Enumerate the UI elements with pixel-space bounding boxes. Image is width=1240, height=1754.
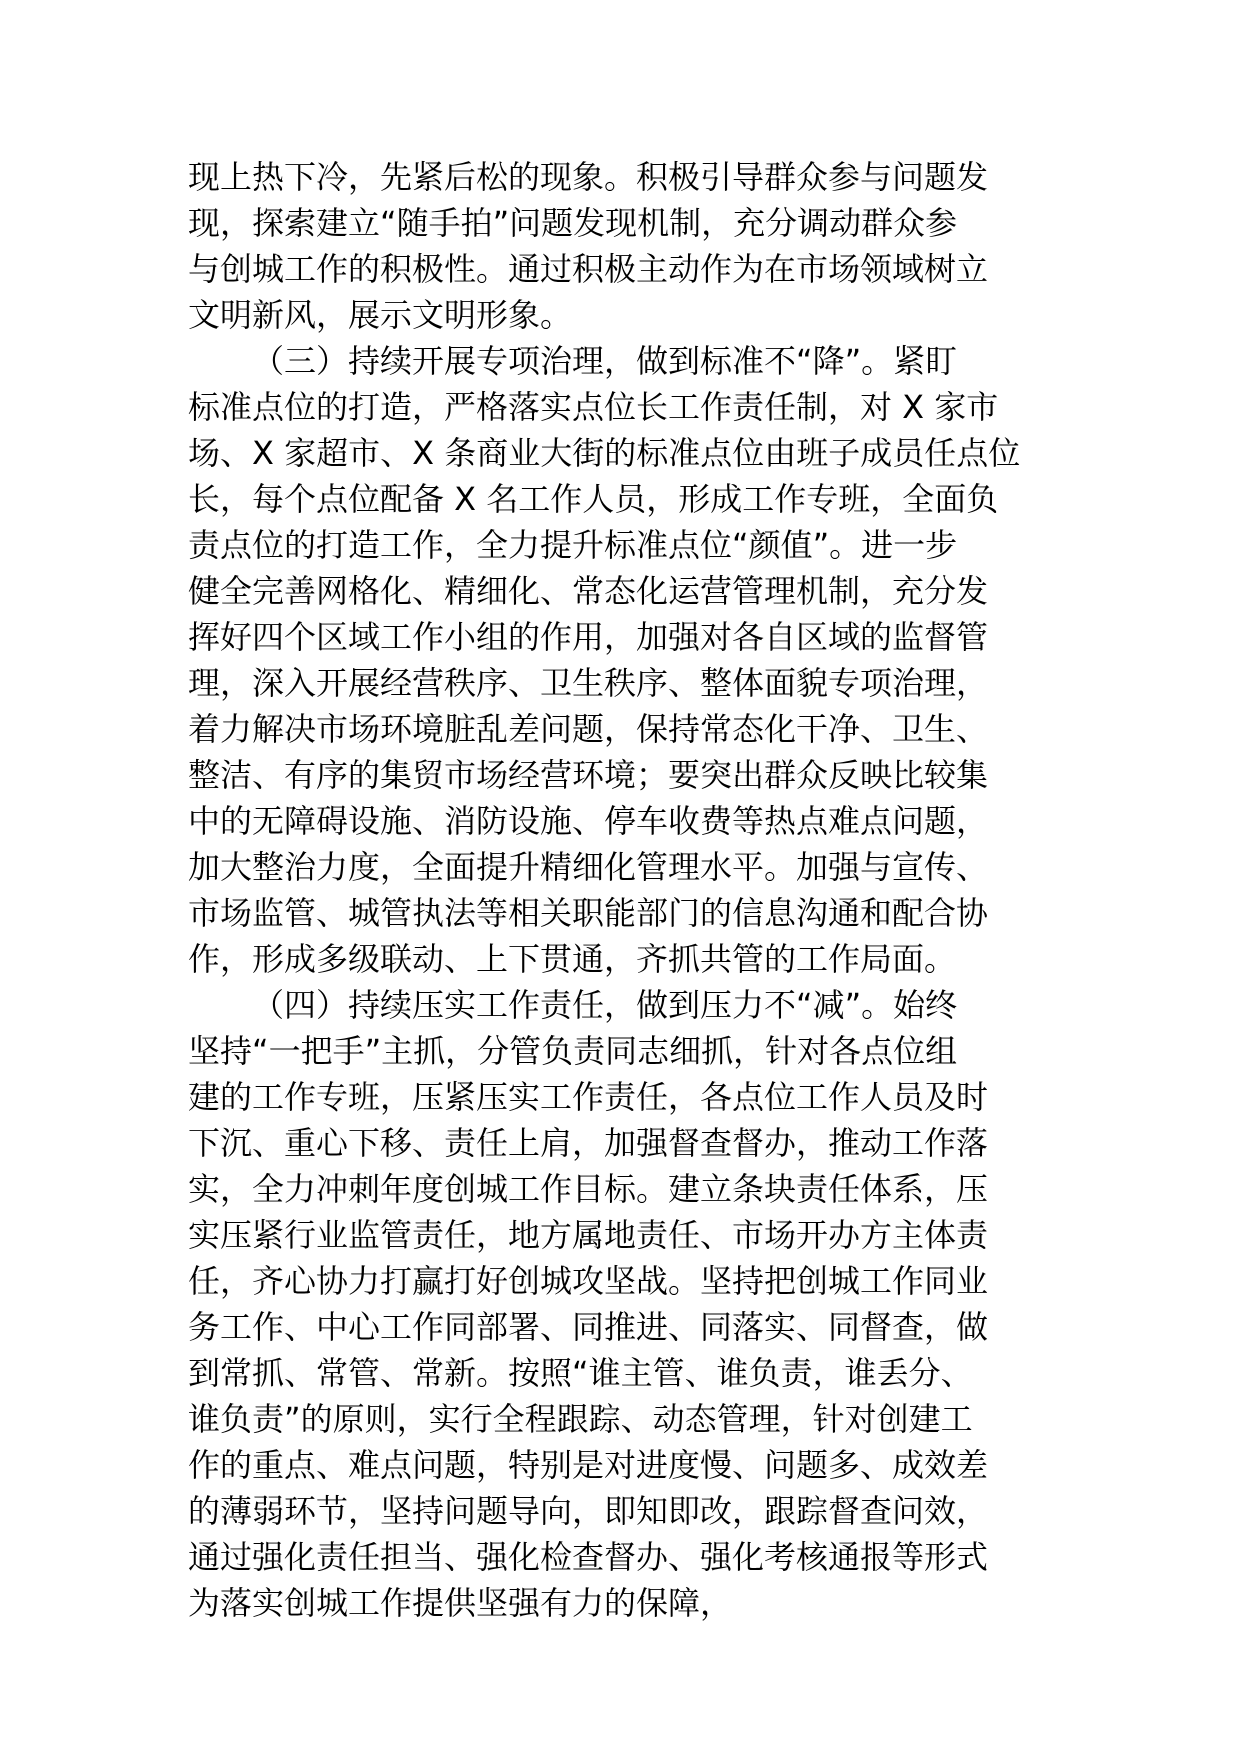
- text-line: 责点位的打造工作，全力提升标准点位“颜值”。进一步: [188, 526, 958, 564]
- document-body: [188, 154, 1052, 1626]
- paragraph-section-3: [188, 338, 1052, 982]
- text-line: 市场监管、城管执法等相关职能部门的信息沟通和配合协: [188, 894, 989, 932]
- text-line: 场、X 家超市、X 条商业大街的标准点位由班子成员任点位: [188, 434, 1021, 472]
- text-line: 加大整治力度，全面提升精细化管理水平。加强与宣传、: [188, 848, 989, 886]
- text-line: 现上热下冷，先紧后松的现象。积极引导群众参与问题发: [188, 158, 989, 196]
- text-line: 为落实创城工作提供坚强有力的保障，: [188, 1584, 733, 1622]
- text-line: 与创城工作的积极性。通过积极主动作为在市场领域树立: [188, 250, 989, 288]
- text-line: 标准点位的打造，严格落实点位长工作责任制，对 X 家市: [188, 388, 999, 426]
- text-line: 文明新风，展示文明形象。: [188, 296, 573, 334]
- text-line: 的薄弱环节，坚持问题导向，即知即改，跟踪督查问效，: [188, 1492, 989, 1530]
- text-line: 作，形成多级联动、上下贯通，齐抓共管的工作局面。: [188, 940, 957, 978]
- text-line: 现，探索建立“随手拍”问题发现机制，充分调动群众参: [188, 204, 958, 242]
- text-line: 下沉、重心下移、责任上肩，加强督查督办，推动工作落: [188, 1124, 989, 1162]
- text-line: 坚持“一把手”主抓，分管负责同志细抓，针对各点位组: [188, 1032, 958, 1070]
- text-line: 作的重点、难点问题，特别是对进度慢、问题多、成效差: [188, 1446, 989, 1484]
- text-line: 建的工作专班，压紧压实工作责任，各点位工作人员及时: [188, 1078, 989, 1116]
- text-line: 谁负责”的原则，实行全程跟踪、动态管理，针对创建工: [188, 1400, 973, 1438]
- text-line: 务工作、中心工作同部署、同推进、同落实、同督查，做: [188, 1308, 989, 1346]
- paragraph-continued: [188, 154, 1052, 338]
- text-line: 任，齐心协力打赢打好创城攻坚战。坚持把创城工作同业: [188, 1262, 989, 1300]
- text-line: 实，全力冲刺年度创城工作目标。建立条块责任体系，压: [188, 1170, 989, 1208]
- text-line: 着力解决市场环境脏乱差问题，保持常态化干净、卫生、: [188, 710, 989, 748]
- text-line: 理，深入开展经营秩序、卫生秩序、整体面貌专项治理，: [188, 664, 989, 702]
- text-line: 健全完善网格化、精细化、常态化运营管理机制，充分发: [188, 572, 989, 610]
- paragraph-section-4: [188, 982, 1052, 1626]
- text-line: 长，每个点位配备 X 名工作人员，形成工作专班，全面负: [188, 480, 999, 518]
- text-line: 中的无障碍设施、消防设施、停车收费等热点难点问题，: [188, 802, 989, 840]
- text-line: 到常抓、常管、常新。按照“谁主管、谁负责，谁丢分、: [188, 1354, 973, 1392]
- paragraph-heading-line: （四）持续压实工作责任，做到压力不“减”。始终: [252, 986, 958, 1024]
- text-line: 整洁、有序的集贸市场经营环境；要突出群众反映比较集: [188, 756, 989, 794]
- text-line: 通过强化责任担当、强化检查督办、强化考核通报等形式: [188, 1538, 989, 1576]
- text-line: 挥好四个区域工作小组的作用，加强对各自区域的监督管: [188, 618, 989, 656]
- text-line: 实压紧行业监管责任，地方属地责任、市场开办方主体责: [188, 1216, 989, 1254]
- paragraph-heading-line: （三）持续开展专项治理，做到标准不“降”。紧盯: [252, 342, 958, 380]
